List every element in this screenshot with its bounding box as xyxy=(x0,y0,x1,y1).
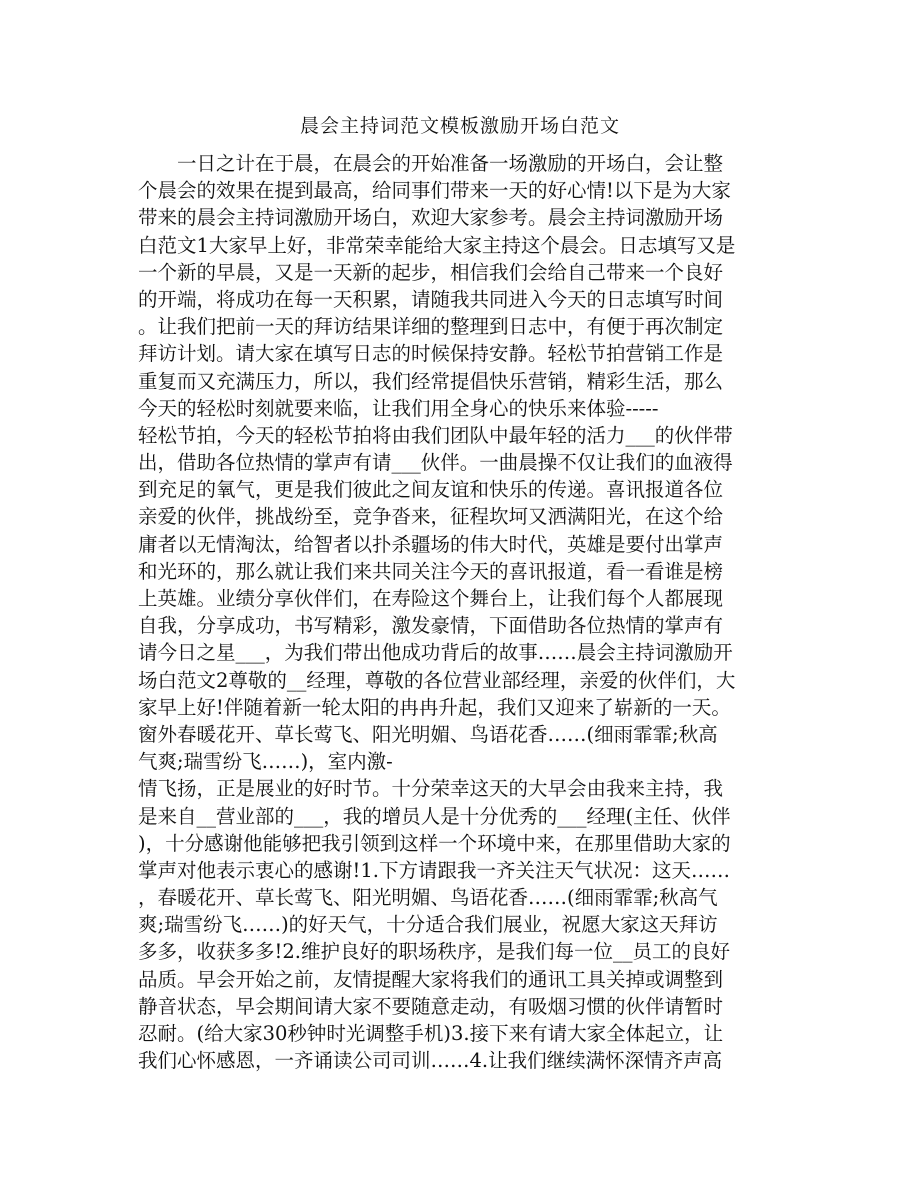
text-line: 庸者以无情淘汰，给智者以扑杀疆场的伟大时代，英雄是要付出掌声 xyxy=(138,532,724,556)
text-line: 和光环的，那么就让我们来共同关注今天的喜讯报道，看一看谁是榜 xyxy=(138,559,724,583)
text-line: 拜访计划。请大家在填写日志的时候保持安静。轻松节拍营销工作是 xyxy=(138,342,724,366)
text-line: 今天的轻松时刻就要来临，让我们用全身心的快乐来体验----- xyxy=(138,396,659,420)
text-line: 品质。早会开始之前，友情提醒大家将我们的通讯工具关掉或调整到 xyxy=(138,967,724,991)
text-line: 一日之计在于晨，在晨会的开始准备一场激励的开场白，会让整 xyxy=(138,152,724,175)
text-line: 重复而又充满压力，所以，我们经常提倡快乐营销，精彩生活，那么 xyxy=(138,369,724,393)
text-line: 个晨会的效果在提到最高，给同事们带来一天的好心情!以下是为大家 xyxy=(138,179,731,203)
text-line: 自我，分享成功，书写精彩，激发豪情，下面借助各位热情的掌声有 xyxy=(138,614,724,638)
text-line: 到充足的氧气，更是我们彼此之间友谊和快乐的传递。喜讯报道各位 xyxy=(138,478,724,502)
text-line: 一个新的早晨，又是一天新的起步，相信我们会给自己带来一个良好 xyxy=(138,260,724,284)
text-line: 白范文1大家早上好，非常荣幸能给大家主持这个晨会。日志填写又是 xyxy=(138,233,736,257)
text-line: 是来自__营业部的___，我的增员人是十分优秀的___经理(主任、伙伴 xyxy=(138,804,731,828)
text-line: 多多，收获多多!2.维护良好的职场秩序，是我们每一位__员工的良好 xyxy=(138,940,730,964)
text-line: 上英雄。业绩分享伙伴们，在寿险这个舞台上，让我们每个人都展现 xyxy=(138,587,724,610)
text-line: 的开端，将成功在每一天积累，请随我共同进入今天的日志填写时间 xyxy=(138,287,724,311)
text-line: )，十分感谢他能够把我引领到这样一个环境中来，在那里借助大家的 xyxy=(138,831,731,855)
text-line: 轻松节拍，今天的轻松节拍将由我们团队中最年轻的活力___的伙伴带 xyxy=(138,423,733,447)
text-line: 我们心怀感恩，一齐诵读公司司训……4.让我们继续满怀深情齐声高 xyxy=(138,1049,723,1073)
text-line: 带来的晨会主持词激励开场白，欢迎大家参考。晨会主持词激励开场 xyxy=(138,206,724,230)
text-line: 静音状态，早会期间请大家不要随意走动，有吸烟习惯的伙伴请暂时 xyxy=(138,994,724,1018)
text-line: ，春暖花开、草长莺飞、阳光明媚、鸟语花香……(细雨霏霏;秋高气 xyxy=(138,886,718,910)
text-line: 。让我们把前一天的拜访结果详细的整理到日志中，有便于再次制定 xyxy=(138,315,724,339)
text-line: 忍耐。(给大家30秒钟时光调整手机)3.接下来有请大家全体起立，让 xyxy=(138,1022,724,1045)
text-line: 窗外春暖花开、草长莺飞、阳光明媚、鸟语花香……(细雨霏霏;秋高 xyxy=(138,722,718,746)
text-line: 气爽;瑞雪纷飞……)，室内激- xyxy=(138,750,393,774)
text-line: 情飞扬，正是展业的好时节。十分荣幸这天的大早会由我来主持，我 xyxy=(138,777,724,801)
document-title: 晨会主持词范文模板激励开场白范文 xyxy=(299,115,620,137)
text-line: 家早上好!伴随着新一轮太阳的冉冉升起，我们又迎来了崭新的一天。 xyxy=(138,695,731,719)
text-line: 场白范文2尊敬的__经理，尊敬的各位营业部经理，亲爱的伙伴们，大 xyxy=(138,668,736,692)
text-line: 掌声对他表示衷心的感谢!1.下方请跟我一齐关注天气状况：这天…… xyxy=(138,858,730,882)
text-line: 请今日之星___，为我们带出他成功背后的故事……晨会主持词激励开 xyxy=(138,641,733,665)
document-body xyxy=(138,150,788,1074)
text-line: 爽;瑞雪纷飞……)的好天气，十分适合我们展业，祝愿大家这天拜访 xyxy=(138,913,718,937)
text-line: 出，借助各位热情的掌声有请___伙伴。一曲晨操不仅让我们的血液得 xyxy=(138,451,733,475)
text-line: 亲爱的伙伴，挑战纷至，竞争沓来，征程坎坷又洒满阳光，在这个给 xyxy=(138,505,724,529)
